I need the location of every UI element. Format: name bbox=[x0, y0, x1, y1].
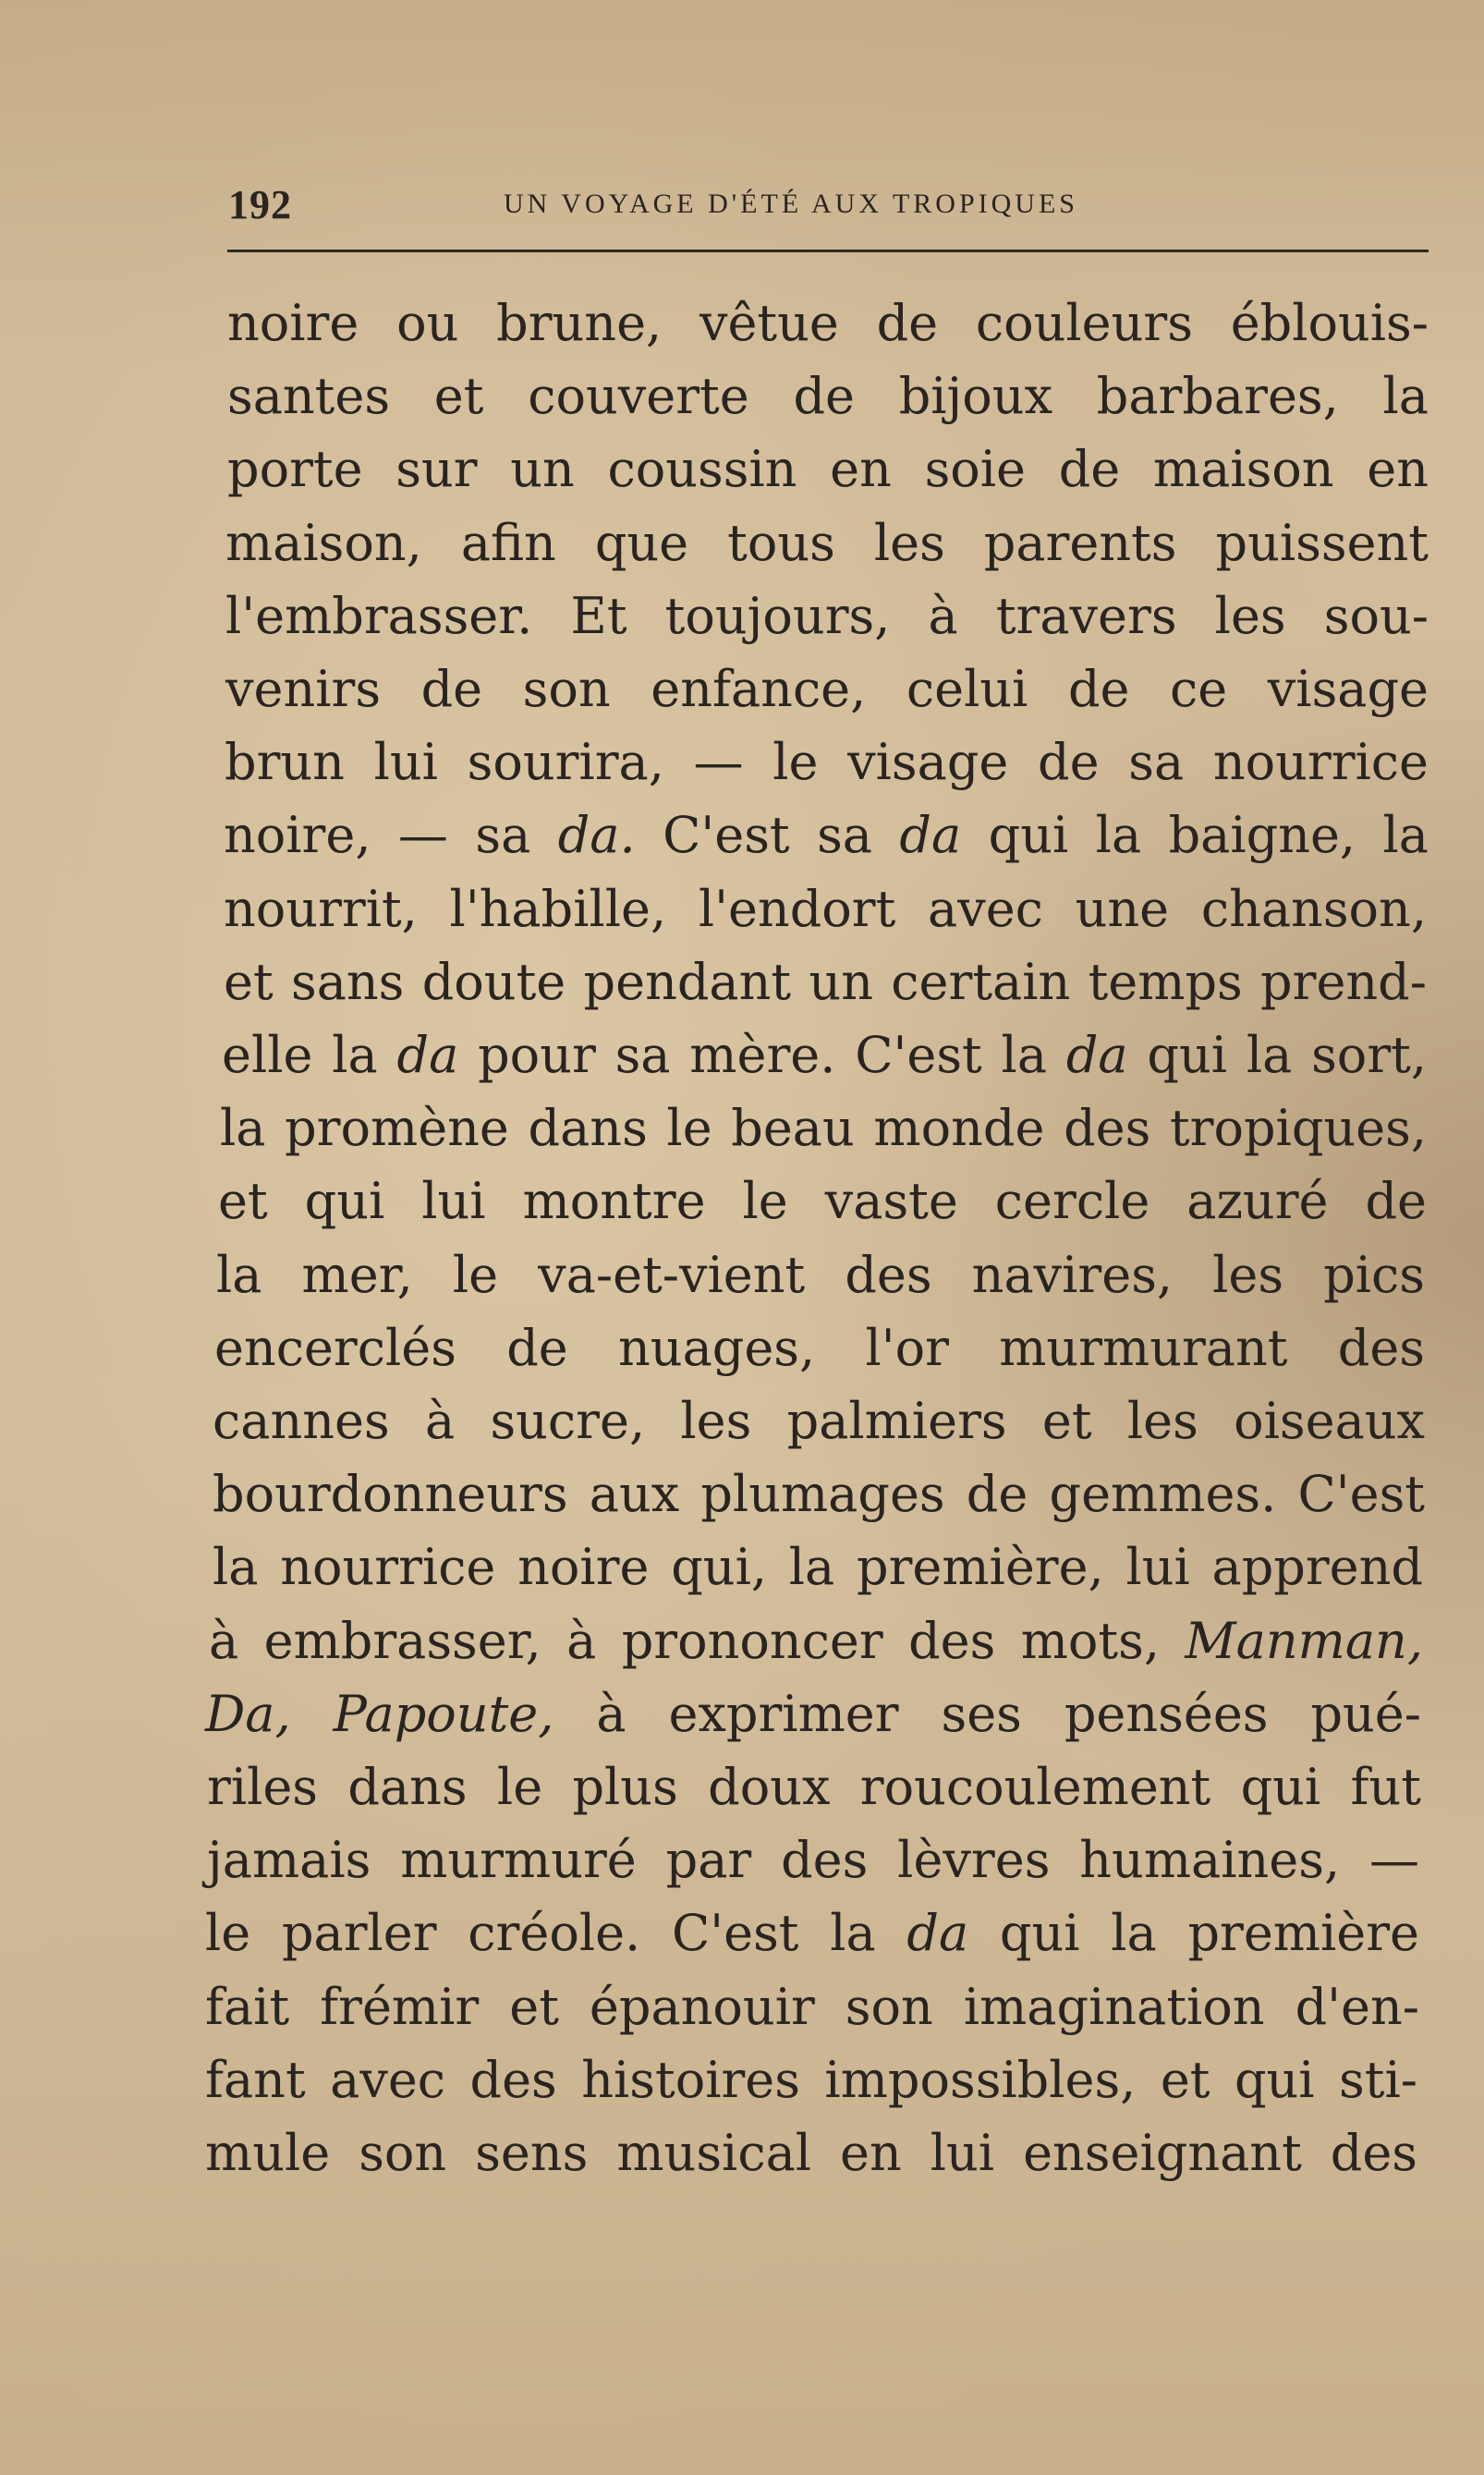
text-run: mule son sens musical en lui enseignant des bbox=[205, 2124, 1417, 2182]
text-run: qui la baigne, la bbox=[961, 806, 1429, 865]
italic-text: da bbox=[396, 1026, 459, 1084]
italic-text: da. bbox=[557, 806, 636, 865]
text-line bbox=[205, 1977, 1419, 2036]
page-number: 192 bbox=[228, 182, 292, 227]
text-run: fant avec des histoires impossibles, et qui sti- bbox=[205, 2050, 1417, 2109]
text-run: fait frémir et épanouir son imagination d'en- bbox=[205, 1977, 1419, 2036]
text-run: elle la bbox=[222, 1026, 397, 1084]
text-run: le parler créole. C'est la bbox=[205, 1904, 907, 1963]
text-run: brun lui sourira, — le visage de sa nourrice bbox=[225, 733, 1429, 792]
italic-text: Manman, bbox=[1185, 1611, 1423, 1670]
italic-text: Da, Papoute, bbox=[205, 1684, 554, 1743]
text-line bbox=[213, 1394, 1425, 1449]
header-rule bbox=[227, 250, 1429, 252]
text-line bbox=[214, 1318, 1425, 1377]
text-line bbox=[227, 296, 1429, 351]
italic-text: da bbox=[1065, 1026, 1128, 1084]
text-run: noire, — sa bbox=[224, 806, 558, 865]
text-run: maison, afin que tous les parents puissent bbox=[225, 513, 1429, 572]
text-line bbox=[225, 735, 1429, 790]
text-run: la promène dans le beau monde des tropiques, bbox=[220, 1099, 1427, 1158]
text-run: encerclés de nuages, l'or murmurant des bbox=[214, 1318, 1425, 1377]
text-line bbox=[222, 1028, 1427, 1083]
text-line bbox=[205, 2126, 1417, 2181]
text-line bbox=[205, 1684, 1421, 1743]
text-line bbox=[216, 1245, 1425, 1304]
text-run: cannes à sucre, les palmiers et les oiseaux bbox=[213, 1392, 1425, 1450]
text-run: et sans doute pendant un certain temps prend- bbox=[224, 952, 1427, 1011]
text-run: la mer, le va-et-vient des navires, les pics bbox=[216, 1245, 1425, 1304]
text-line bbox=[224, 879, 1427, 938]
text-line bbox=[225, 513, 1429, 572]
text-run: santes et couverte de bijoux barbares, la bbox=[227, 367, 1429, 426]
text-line bbox=[225, 662, 1429, 717]
text-run: à exprimer ses pensées pué- bbox=[553, 1684, 1421, 1743]
text-run: venirs de son enfance, celui de ce visage bbox=[225, 660, 1429, 718]
text-run: qui la première bbox=[968, 1904, 1419, 1963]
text-line bbox=[218, 1174, 1427, 1229]
text-line bbox=[205, 1906, 1419, 1961]
text-line bbox=[227, 442, 1429, 497]
text-run: C'est sa bbox=[635, 806, 900, 865]
text-line bbox=[213, 1540, 1423, 1595]
text-line bbox=[227, 369, 1429, 424]
text-run: noire ou brune, vêtue de couleurs éblouis- bbox=[227, 294, 1429, 352]
text-run: riles dans le plus doux roucoulement qui fut bbox=[207, 1758, 1421, 1816]
text-run: pour sa mère. C'est la bbox=[458, 1026, 1066, 1084]
text-line bbox=[207, 1760, 1421, 1815]
text-run: à embrasser, à prononcer des mots, bbox=[209, 1611, 1186, 1670]
text-line bbox=[220, 1101, 1427, 1156]
text-run: porte sur un coussin en soie de maison en bbox=[227, 440, 1429, 499]
text-line bbox=[205, 2050, 1417, 2109]
italic-text: da bbox=[899, 806, 962, 865]
text-run: la nourrice noire qui, la première, lui apprend bbox=[213, 1538, 1423, 1597]
text-run: jamais murmuré par des lèvres humaines, — bbox=[207, 1831, 1419, 1890]
text-run: bourdonneurs aux plumages de gemmes. C'est bbox=[213, 1465, 1425, 1524]
text-line bbox=[207, 1833, 1419, 1888]
running-title: UN VOYAGE D'ÉTÉ AUX TROPIQUES bbox=[504, 189, 1078, 219]
text-run: nourrit, l'habille, l'endort avec une chanson, bbox=[224, 879, 1427, 938]
text-line bbox=[225, 586, 1429, 645]
text-line bbox=[209, 1611, 1423, 1670]
text-run: qui la sort, bbox=[1127, 1026, 1427, 1084]
text-line bbox=[213, 1467, 1425, 1522]
text-line bbox=[224, 952, 1427, 1011]
italic-text: da bbox=[906, 1904, 969, 1963]
text-run: l'embrasser. Et toujours, à travers les sou- bbox=[225, 586, 1429, 645]
text-line bbox=[224, 808, 1429, 863]
text-run: et qui lui montre le vaste cercle azuré de bbox=[218, 1172, 1427, 1231]
